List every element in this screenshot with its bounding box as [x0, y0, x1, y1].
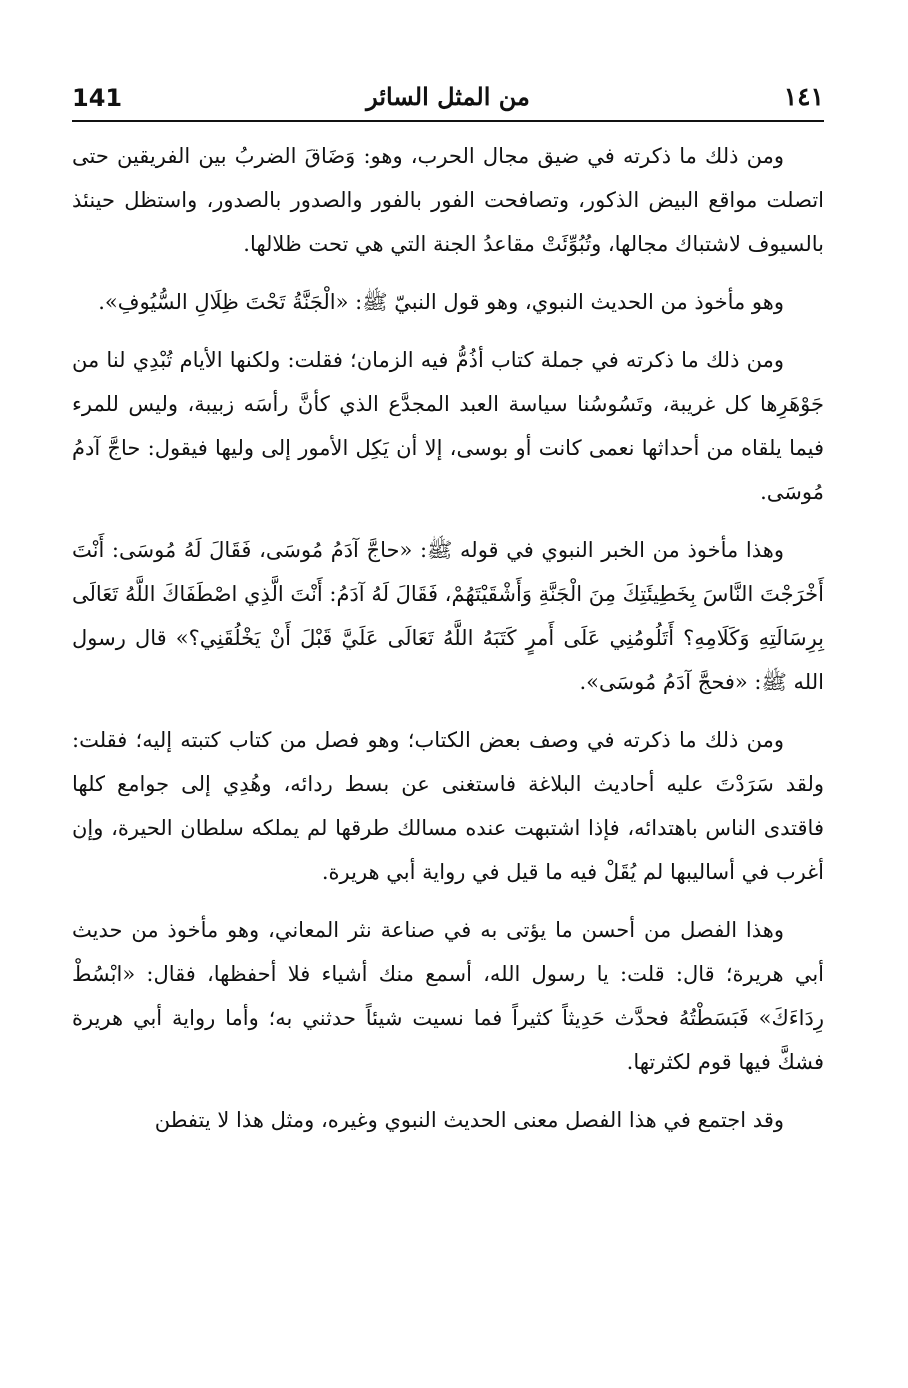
paragraph: وهذا الفصل من أحسن ما يؤتى به في صناعة نثر المعاني، وهو مأخوذ من حديث أبي هريرة؛ قال: قلت: يا رسول الله، أسمع منك أشياء فلا أحفظها، فقال: «ابْسُطْ رِدَاءَكَ» فَبَسَطْتُهُ فحدَّث حَدِيثاً كثيراً فما نسيت شيئاً حدثني به؛ وأما رواية أبي هريرة فشكَّ فيها قوم لكثرتها. — [72, 918, 824, 1074]
paragraph: وهو مأخوذ من الحديث النبوي، وهو قول النبيّ ﷺ: «الْجَنَّةُ تَحْتَ ظِلَالِ السُّيُوفِ». — [98, 290, 784, 314]
paragraph: وقد اجتمع في هذا الفصل معنى الحديث النبوي وغيره، ومثل هذا لا يتفطن — [154, 1108, 784, 1132]
page-body — [72, 134, 824, 1142]
paragraph: ومن ذلك ما ذكرته في جملة كتاب أذُمُّ فيه الزمان؛ فقلت: ولكنها الأيام تُبْدِي لنا من جَوْهَرِها كل غريبة، وتَسُوسُنا سياسة العبد المجدَّع الذي كأنَّ رأسَه زبيبة، وليس للمرء فيما يلقاه من أحداثها نعمى كانت أو بوسى، إلا أن يَكِل الأمور إلى وليها فيقول: حاجَّ آدمُ مُوسَى. — [72, 348, 824, 504]
page-number-arabic: ١٤١ — [783, 82, 824, 111]
page-header — [72, 78, 824, 122]
page-number-latin: 141 — [72, 84, 123, 112]
running-title: من المثل السائر — [366, 82, 530, 111]
paragraph: ومن ذلك ما ذكرته في ضيق مجال الحرب، وهو: وَضَاقَ الضربُ بين الفريقين حتى اتصلت مواقع البيض الذكور، وتصافحت الفور بالفور والصدور بالصدور، واستظل حينئذ بالسيوف لاشتباك مجالها، وتُبُوِّئَتْ مقاعدُ الجنة التي هي تحت ظلالها. — [72, 144, 824, 256]
book-page — [72, 78, 824, 1368]
paragraph: وهذا مأخوذ من الخبر النبوي في قوله ﷺ: «حاجَّ آدَمُ مُوسَى، فَقَالَ لَهُ مُوسَى: أَنْتَ أَخْرَجْتَ النَّاسَ بِخَطِيئَتِكَ مِنَ الْجَنَّةِ وَأَشْقَيْتَهُمْ، فَقَالَ لَهُ آدَمُ: أَنْتَ الَّذِي اصْطَفَاكَ اللَّهُ تَعَالَى بِرِسَالَتِهِ وَكَلَامِهِ؟ أَتَلُومُنِي عَلَى أَمرٍ كَتَبَهُ اللَّهُ تَعَالَى عَلَيَّ قَبْلَ أَنْ يَخْلُقَنِي؟» قال رسول الله ﷺ: «فحجَّ آدَمُ مُوسَى». — [72, 538, 824, 694]
paragraph: ومن ذلك ما ذكرته في وصف بعض الكتاب؛ وهو فصل من كتاب كتبته إليه؛ فقلت: ولقد سَرَدْتَ عليه أحاديث البلاغة فاستغنى عن بسط ردائه، وهُدِي إلى جوامع كلها فاقتدى الناس باهتدائه، فإذا اشتبهت عنده مسالك طرقها لم يملكه سلطان الحيرة، وإن أغرب في أساليبها لم يُقَلْ فيه ما قيل في رواية أبي هريرة. — [72, 728, 824, 884]
